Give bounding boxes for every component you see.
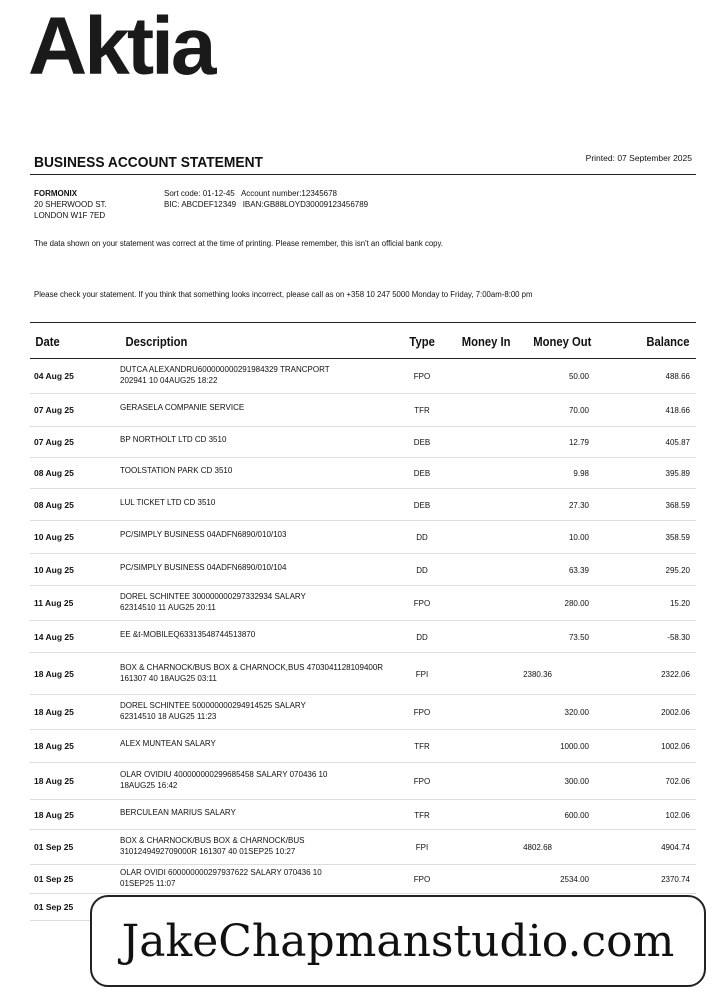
row-date: 11 Aug 25 <box>34 598 74 608</box>
description-line-1: OLAR OVIDI 600000000297937622 SALARY 070436 10 <box>120 868 322 877</box>
row-description <box>120 867 322 889</box>
watermark-text: JakeChapmanstudio.com <box>121 915 675 967</box>
title-divider <box>30 174 696 175</box>
table-row <box>30 458 696 489</box>
table-top-rule <box>30 322 696 323</box>
description-line-1: LUL TICKET LTD CD 3510 <box>120 498 216 507</box>
table-row <box>30 394 696 427</box>
row-balance: 418.66 <box>665 406 690 415</box>
row-date: 10 Aug 25 <box>34 565 74 575</box>
row-money-out: 70.00 <box>568 406 589 415</box>
printing-notice: The data shown on your statement was correct at the time of printing. Please remember, this isn't an official bank copy. <box>34 239 444 248</box>
row-date: 07 Aug 25 <box>34 437 74 447</box>
row-date: 01 Sep 25 <box>34 902 74 912</box>
row-balance: 395.89 <box>665 469 690 478</box>
row-type: DD <box>416 533 428 542</box>
description-line-2: 18AUG25 16:42 <box>120 781 178 790</box>
description-line-2: 161307 40 18AUG25 03:11 <box>120 674 217 683</box>
row-type: FPO <box>413 372 431 381</box>
description-line-1: PC/SIMPLY BUSINESS 04ADFN6890/010/104 <box>120 563 287 572</box>
description-line-2: 3101249492709000R 161307 40 01SEP25 10:27 <box>120 847 296 856</box>
description-line-2: 202941 10 04AUG25 18:22 <box>120 376 218 385</box>
table-row <box>30 554 696 586</box>
contact-notice: Please check your statement. If you think that something looks incorrect, please call as on +358 10 247 5000 Monday to Friday, 7:00am-8:00 pm <box>34 290 533 299</box>
row-description <box>120 591 306 613</box>
row-balance: 102.06 <box>665 811 690 820</box>
table-header <box>30 326 696 359</box>
row-money-out: 9.98 <box>573 469 589 478</box>
row-description <box>120 364 330 386</box>
row-type: TFR <box>414 742 430 751</box>
statement-title: BUSINESS ACCOUNT STATEMENT <box>34 154 263 171</box>
description-line-1: BOX & CHARNOCK/BUS BOX & CHARNOCK/BUS <box>120 836 305 845</box>
address-line-1: 20 SHERWOOD ST. <box>34 200 107 209</box>
row-description <box>120 529 286 540</box>
col-money-in: Money In <box>461 335 511 349</box>
row-date: 01 Sep 25 <box>34 842 74 852</box>
row-money-out: 320.00 <box>564 708 589 717</box>
row-type: FPO <box>413 708 431 717</box>
row-money-out: 600.00 <box>564 811 589 820</box>
row-balance: 368.59 <box>665 501 690 510</box>
description-line-1: DUTCA ALEXANDRU600000000291984329 TRANCPORT <box>120 365 330 374</box>
row-description <box>120 497 215 508</box>
row-date: 18 Aug 25 <box>34 741 74 751</box>
printed-date: Printed: 07 September 2025 <box>585 153 692 163</box>
table-row <box>30 730 696 763</box>
row-balance: 2322.06 <box>661 670 690 679</box>
account-line-1: Sort code: 01-12-45 Account number:12345678 <box>164 189 338 198</box>
row-type: TFR <box>414 406 430 415</box>
transactions-table <box>30 359 696 921</box>
customer-address <box>34 188 107 221</box>
description-line-1: DOREL SCHINTEE 300000000297332934 SALARY <box>120 592 306 601</box>
col-money-out: Money Out <box>533 335 592 349</box>
customer-name: FORMONIX <box>34 189 78 198</box>
table-row <box>30 427 696 458</box>
row-balance: 702.06 <box>665 777 690 786</box>
row-balance: -58.30 <box>667 633 690 642</box>
row-date: 08 Aug 25 <box>34 468 74 478</box>
row-date: 14 Aug 25 <box>34 632 74 642</box>
row-description <box>120 738 216 749</box>
row-description <box>120 465 232 476</box>
row-type: DEB <box>413 469 431 478</box>
col-type: Type <box>409 335 435 349</box>
row-date: 08 Aug 25 <box>34 500 74 510</box>
bank-logo: Aktia <box>28 1 214 92</box>
row-type: DD <box>416 633 428 642</box>
row-type: FPI <box>415 843 429 852</box>
row-balance: 488.66 <box>665 372 690 381</box>
description-line-1: ALEX MUNTEAN SALARY <box>120 739 216 748</box>
table-row <box>30 763 696 800</box>
col-date: Date <box>35 335 60 349</box>
table-row <box>30 830 696 865</box>
table-row <box>30 865 696 894</box>
description-line-1: EE &t-MOBILEQ63313548744513870 <box>120 630 256 639</box>
row-balance: 358.59 <box>665 533 690 542</box>
description-line-1: DOREL SCHINTEE 500000000294914525 SALARY <box>120 701 306 710</box>
description-line-2: 62314510 18 AUG25 11:23 <box>120 712 217 721</box>
row-balance: 295.20 <box>665 566 690 575</box>
row-balance: 2002.06 <box>661 708 690 717</box>
row-money-in: 4802.68 <box>523 843 552 852</box>
row-money-out: 63.39 <box>568 566 589 575</box>
row-date: 01 Sep 25 <box>34 874 74 884</box>
description-line-1: BOX & CHARNOCK/BUS BOX & CHARNOCK,BUS 4703041128109400R <box>120 663 384 672</box>
row-money-out: 300.00 <box>564 777 589 786</box>
row-description <box>120 562 286 573</box>
row-money-out: 50.00 <box>568 372 589 381</box>
row-balance: 405.87 <box>665 438 690 447</box>
table-row <box>30 521 696 554</box>
row-type: DEB <box>413 438 431 447</box>
row-money-out: 12.79 <box>568 438 589 447</box>
row-date: 18 Aug 25 <box>34 669 74 679</box>
row-date: 07 Aug 25 <box>34 405 74 415</box>
description-line-1: OLAR OVIDIU 400000000299685458 SALARY 070436 10 <box>120 770 328 779</box>
row-description <box>120 700 306 722</box>
description-line-2: 62314510 11 AUG25 20:11 <box>120 603 216 612</box>
account-line-2: BIC: ABCDEF12349 IBAN:GB88LOYD30009123456789 <box>164 200 369 209</box>
row-type: TFR <box>414 811 430 820</box>
table-row <box>30 586 696 621</box>
row-money-out: 1000.00 <box>560 742 589 751</box>
row-description <box>120 835 304 857</box>
description-line-1: GERASELA COMPANIE SERVICE <box>120 403 245 412</box>
col-description: Description <box>125 335 188 349</box>
table-row <box>30 695 696 730</box>
row-balance: 2370.74 <box>661 875 690 884</box>
row-date: 18 Aug 25 <box>34 810 74 820</box>
table-row <box>30 800 696 830</box>
row-type: FPO <box>413 777 431 786</box>
row-balance: 15.20 <box>669 599 690 608</box>
description-line-2: 01SEP25 11:07 <box>120 879 176 888</box>
table-row <box>30 359 696 394</box>
table-row <box>30 621 696 653</box>
row-type: DEB <box>413 501 431 510</box>
row-money-out: 10.00 <box>568 533 589 542</box>
description-line-1: BP NORTHOLT LTD CD 3510 <box>120 435 227 444</box>
row-money-out: 2534.00 <box>560 875 589 884</box>
row-type: DD <box>416 566 428 575</box>
row-type: FPO <box>413 875 431 884</box>
row-date: 10 Aug 25 <box>34 532 74 542</box>
row-description <box>120 662 383 684</box>
description-line-1: TOOLSTATION PARK CD 3510 <box>120 466 233 475</box>
row-type: FPI <box>415 670 429 679</box>
account-details <box>164 188 368 210</box>
row-money-out: 73.50 <box>568 633 589 642</box>
row-balance: 4904.74 <box>661 843 690 852</box>
row-date: 04 Aug 25 <box>34 371 74 381</box>
address-line-2: LONDON W1F 7ED <box>34 211 106 220</box>
row-money-out: 280.00 <box>564 599 589 608</box>
description-line-1: PC/SIMPLY BUSINESS 04ADFN6890/010/103 <box>120 530 287 539</box>
row-balance: 1002.06 <box>661 742 690 751</box>
row-date: 18 Aug 25 <box>34 776 74 786</box>
row-money-out: 27.30 <box>568 501 589 510</box>
table-row <box>30 653 696 695</box>
row-money-in: 2380.36 <box>523 670 552 679</box>
table-row <box>30 489 696 521</box>
row-description <box>120 402 244 413</box>
row-description <box>120 434 226 445</box>
description-line-1: BERCULEAN MARIUS SALARY <box>120 808 236 817</box>
row-date: 18 Aug 25 <box>34 707 74 717</box>
row-description <box>120 769 327 791</box>
row-description <box>120 807 236 818</box>
watermark-banner <box>90 895 706 987</box>
row-type: FPO <box>413 599 431 608</box>
row-description <box>120 629 255 640</box>
col-balance: Balance <box>646 335 690 349</box>
